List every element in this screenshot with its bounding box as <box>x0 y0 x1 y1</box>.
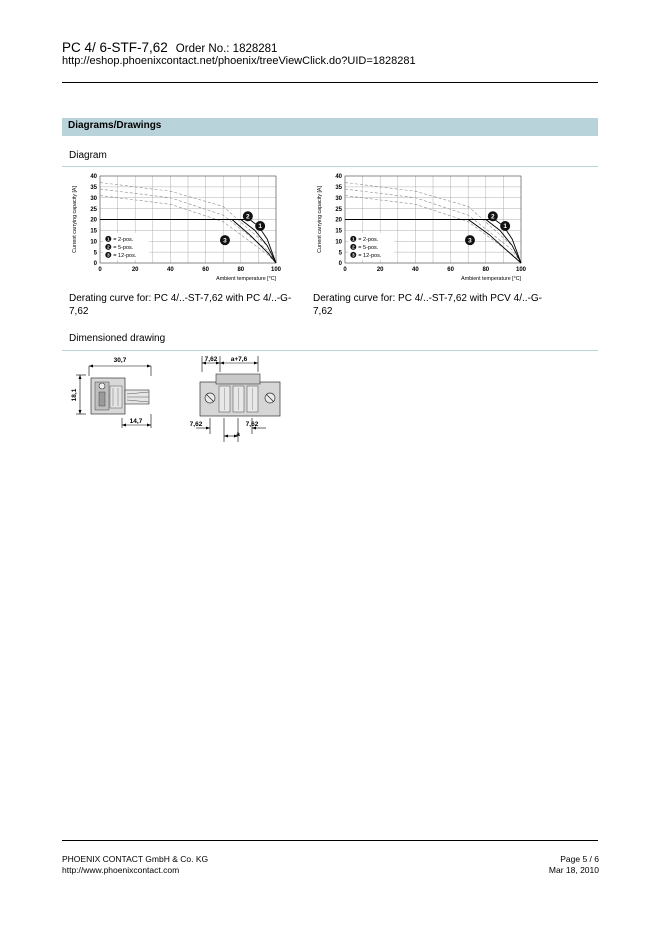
y-tick-label: 35 <box>90 185 97 192</box>
y-tick-label: 10 <box>90 239 97 246</box>
section-title: Diagrams/Drawings <box>68 120 162 131</box>
derating-chart-1 <box>66 168 286 290</box>
curve-marker-number: 2 <box>246 213 250 221</box>
dimensioned-heading: Dimensioned drawing <box>69 333 166 344</box>
curve-marker-number: 3 <box>468 237 472 245</box>
x-tick-label: 20 <box>131 267 139 273</box>
legend-entry: = 12-pos. <box>113 252 137 259</box>
legend-marker-number: 2 <box>106 245 110 251</box>
curve-marker-number: 2 <box>491 213 495 221</box>
dim-depth-label: 14,7 <box>129 418 143 425</box>
legend-entry: = 2-pos. <box>358 236 379 243</box>
footer-website[interactable]: http://www.phoenixcontact.com <box>62 865 180 875</box>
front-view-drawing <box>186 352 296 442</box>
y-tick-label: 30 <box>335 195 342 202</box>
y-axis-label: Current carrying capacity [A] <box>72 186 78 253</box>
legend-entry: = 5-pos. <box>113 244 134 251</box>
curve-marker-number: 1 <box>503 223 507 231</box>
footer-rule <box>62 840 598 841</box>
footer-page: Page 5 / 6 <box>560 854 599 864</box>
dim-height-label: 18,1 <box>71 388 78 402</box>
y-tick-label: 35 <box>335 185 342 192</box>
diagram-rule <box>62 166 598 167</box>
legend-entry: = 5-pos. <box>358 244 379 251</box>
y-tick-label: 20 <box>335 217 342 224</box>
y-tick-label: 5 <box>338 250 342 257</box>
dim-a-label: a <box>236 431 240 438</box>
footer-date: Mar 18, 2010 <box>548 865 599 875</box>
section-header <box>62 118 598 136</box>
legend-marker-number: 1 <box>351 237 355 243</box>
dim-width-label: 30,7 <box>113 357 127 364</box>
legend-entry: = 2-pos. <box>113 236 134 243</box>
x-tick-label: 100 <box>270 267 282 273</box>
curve-marker-number: 1 <box>258 223 262 231</box>
y-tick-label: 0 <box>93 261 97 268</box>
dim-pitch-top-label: 7,62 <box>204 356 218 363</box>
y-tick-label: 20 <box>90 217 97 224</box>
y-tick-label: 40 <box>90 174 97 181</box>
chart-2-caption: Derating curve for: PC 4/..-ST-7,62 with PCV 4/..-G-7,62 <box>313 293 542 317</box>
legend-marker-number: 1 <box>106 237 110 243</box>
y-tick-label: 25 <box>335 206 342 213</box>
product-name: PC 4/ 6-STF-7,62 <box>62 40 168 55</box>
dim-right-label: 7,62 <box>245 421 259 428</box>
legend-entry: = 12-pos. <box>358 252 382 259</box>
dim-left-label: 7,62 <box>189 421 203 428</box>
diagram-heading: Diagram <box>69 150 107 161</box>
chart-1-caption: Derating curve for: PC 4/..-ST-7,62 with PC 4/..-G-7,62 <box>69 293 292 317</box>
dimensioned-rule <box>62 350 598 351</box>
x-tick-label: 80 <box>482 267 490 273</box>
footer-company: PHOENIX CONTACT GmbH & Co. KG <box>62 854 209 864</box>
y-axis-label: Current carrying capacity [A] <box>317 186 323 253</box>
x-tick-label: 0 <box>98 267 102 273</box>
curve-marker-number: 3 <box>223 237 227 245</box>
x-tick-label: 20 <box>376 267 384 273</box>
y-tick-label: 15 <box>335 228 342 235</box>
y-tick-label: 0 <box>338 261 342 268</box>
x-tick-label: 60 <box>202 267 209 273</box>
x-tick-label: 40 <box>167 267 174 273</box>
x-tick-label: 0 <box>343 267 347 273</box>
x-tick-label: 40 <box>412 267 419 273</box>
order-number: Order No.: 1828281 <box>175 43 278 55</box>
legend-marker-number: 3 <box>351 253 355 259</box>
y-tick-label: 30 <box>90 195 97 202</box>
document-title <box>62 40 277 55</box>
x-tick-label: 60 <box>447 267 454 273</box>
y-tick-label: 25 <box>90 206 97 213</box>
header-rule <box>62 82 598 83</box>
legend-marker-number: 3 <box>106 253 110 259</box>
side-view-drawing <box>66 352 166 438</box>
x-axis-label: Ambient temperature [°C] <box>216 276 276 282</box>
derating-chart-2 <box>311 168 531 290</box>
y-tick-label: 5 <box>93 250 97 257</box>
x-axis-label: Ambient temperature [°C] <box>461 276 521 282</box>
y-tick-label: 15 <box>90 228 97 235</box>
x-tick-label: 80 <box>237 267 245 273</box>
dim-span-label: a+7,6 <box>230 356 248 363</box>
x-tick-label: 100 <box>515 267 527 273</box>
product-url[interactable]: http://eshop.phoenixcontact.net/phoenix/treeViewClick.do?UID=1828281 <box>62 55 416 67</box>
y-tick-label: 10 <box>335 239 342 246</box>
y-tick-label: 40 <box>335 174 342 181</box>
legend-marker-number: 2 <box>351 245 355 251</box>
